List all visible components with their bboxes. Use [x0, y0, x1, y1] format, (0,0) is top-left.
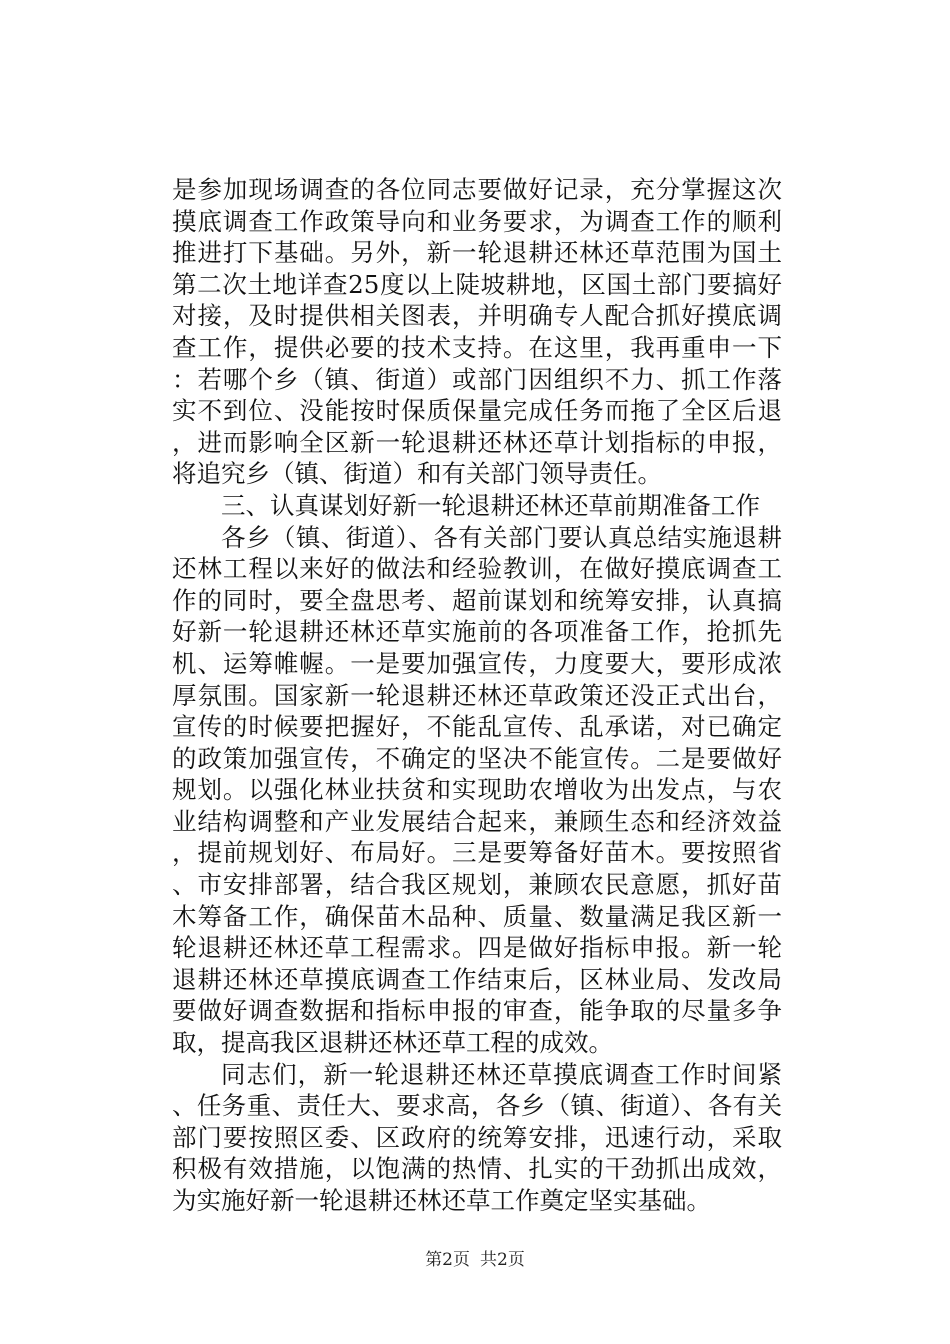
paragraph-preparation: 各乡（镇、街道）、各有关部门要认真总结实施退耕还林工程以来好的做法和经验教训，在做好摸底调查工作的同时，要全盘思考、超前谋划和统筹安排，认真搞好新一轮退耕还林还草实施前的各项准备工作，抢抓先机、运筹帷幄。一是要加强宣传，力度要大，要形成浓厚氛围。国家新一轮退耕还林还草政策还没正式出台，宣传的时候要把握好，不能乱宣传、乱承诺，对已确定的政策加强宣传，不确定的坚决不能宣传。二是要做好规划。以强化林业扶贫和实现助农增收为出发点，与农业结构调整和产业发展结合起来，兼顾生态和经济效益，提前规划好、布局好。三是要筹备好苗木。要按照省、市安排部署，结合我区规划，兼顾农民意愿，抓好苗木筹备工作，确保苗木品种、质量、数量满足我区新一轮退耕还林还草工程需求。四是做好指标申报。新一轮退耕还林还草摸底调查工作结束后，区林业局、发改局要做好调查数据和指标申报的审查，能争取的尽量多争取，提高我区退耕还林还草工程的成效。	[172, 522, 782, 1058]
page-footer	[0, 1245, 950, 1270]
page-number-current: 第2页	[425, 1250, 470, 1270]
paragraph-continuation: 是参加现场调查的各位同志要做好记录，充分掌握这次摸底调查工作政策导向和业务要求，为调查工作的顺利推进打下基础。另外，新一轮退耕还林还草范围为国土第二次土地详查25度以上陡坡耕地，区国土部门要搞好对接，及时提供相关图表，并明确专人配合抓好摸底调查工作，提供必要的技术支持。在这里，我再重申一下：若哪个乡（镇、街道）或部门因组织不力、抓工作落实不到位、没能按时保质保量完成任务而拖了全区后退，进而影响全区新一轮退耕还林还草计划指标的申报，将追究乡（镇、街道）和有关部门领导责任。	[172, 175, 782, 489]
section-heading-3: 三、认真谋划好新一轮退耕还林还草前期准备工作	[221, 490, 760, 520]
document-body	[172, 174, 782, 1217]
page-number-total: 共2页	[480, 1250, 525, 1270]
paragraph-closing: 同志们，新一轮退耕还林还草摸底调查工作时间紧、任务重、责任大、要求高，各乡（镇、街道）、各有关部门要按照区委、区政府的统筹安排，迅速行动，采取积极有效措施，以饱满的热情、扎实的干劲抓出成效，为实施好新一轮退耕还林还草工作奠定坚实基础。	[172, 1059, 782, 1215]
